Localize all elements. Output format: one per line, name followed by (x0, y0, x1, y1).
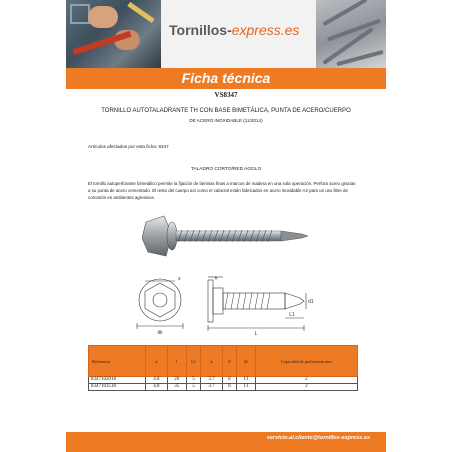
datasheet-page (66, 0, 386, 452)
table-cell: 8347103518 (89, 384, 146, 391)
brand-logo[interactable] (169, 22, 299, 38)
table-cell: 8347102018 (89, 377, 146, 384)
table-header: S (222, 346, 236, 377)
header-photo-workshop (66, 0, 161, 68)
table-header: k (201, 346, 222, 377)
technical-drawing (136, 276, 336, 336)
table-cell: 8 (222, 377, 236, 384)
table-header: L1 (186, 346, 201, 377)
table-cell: 4.8 (146, 384, 167, 391)
table-cell: 20 (167, 377, 186, 384)
footer-email-link[interactable]: servicio.al.cliente@tornillos-express.es (266, 435, 370, 441)
product-reference: VS8347 (214, 91, 238, 99)
table-cell: 3.7 (201, 377, 222, 384)
label-dk: dk (157, 330, 163, 336)
label-l1: L1 (289, 312, 295, 318)
banner-title: Ficha técnica (181, 70, 271, 86)
spec-table (88, 345, 358, 391)
header (66, 0, 386, 68)
table-cell: 4.8 (146, 377, 167, 384)
product-title-line2: DE ACERO INOXIDABLE (11/2014) (189, 118, 263, 123)
product-subtitle: TALADRO CORTO/RED AGGLO (190, 167, 262, 172)
affected-articles: Artículos afectados por esta ficha: 8347 (88, 144, 169, 149)
footer-band (66, 432, 386, 452)
table-header: d1 (237, 346, 256, 377)
product-description: El tornillo autoperforante bimetálico permite la fijación de láminas finas a marcos de madera en una sola operación. Perfora acero gracias a su punta de acero cementado. El resto del cuerpo así como el cabezal están fabricados en acero inoxidable A2 para un uso libre de corrosión en ambientes agresivos. (88, 181, 356, 200)
table-cell: 11 (237, 384, 256, 391)
brand-logo-accent: express.es (231, 22, 300, 38)
table-cell: 8 (222, 384, 236, 391)
table-cell: 5 (186, 384, 201, 391)
table-header: Referencia (89, 346, 146, 377)
label-d1: d1 (308, 299, 314, 305)
table-cell: 2 (255, 377, 357, 384)
table-row (89, 377, 358, 384)
table-header: ø (146, 346, 167, 377)
table-cell: 2 (255, 384, 357, 391)
brand-logo-main: Tornillos- (169, 22, 232, 38)
header-photo-screws (316, 0, 386, 68)
label-k: k (215, 276, 218, 282)
table-header: Capacidad de perforación mm (255, 346, 357, 377)
table-cell: 11 (237, 377, 256, 384)
table-header-row (89, 346, 358, 377)
screw-photo (142, 212, 312, 262)
table-cell: 35 (167, 384, 186, 391)
product-title: TORNILLO AUTOTALADRANTE TH CON BASE BIMETÁLICA, PUNTA DE ACERO/CUERPO (101, 108, 351, 114)
table-header: l (167, 346, 186, 377)
table-cell: 5 (186, 377, 201, 384)
table-cell: 3.7 (201, 384, 222, 391)
label-l: L (254, 331, 258, 336)
label-s: s (178, 276, 181, 282)
table-row (89, 384, 358, 391)
